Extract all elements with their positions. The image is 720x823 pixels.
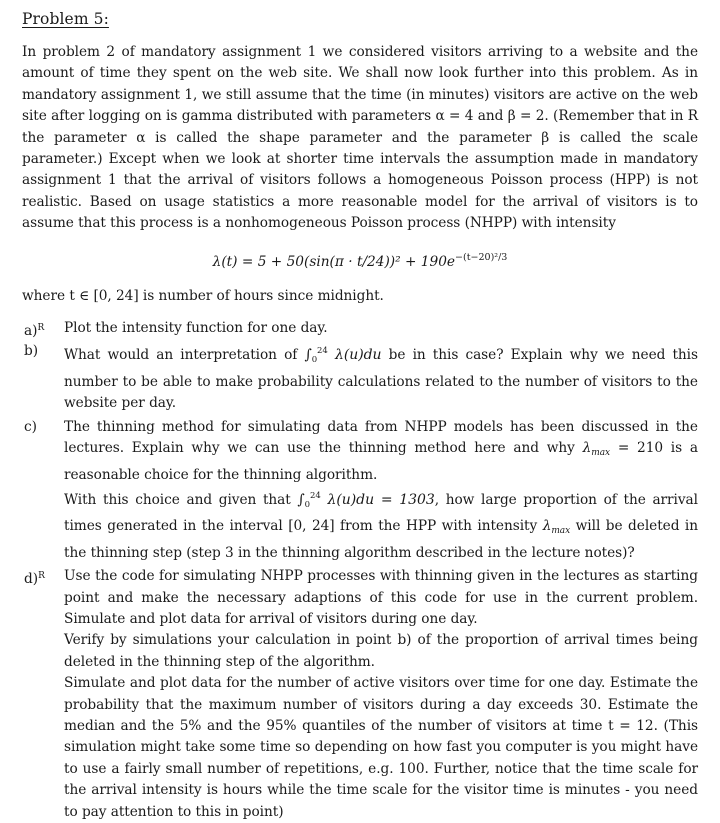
intensity-formula: [22, 246, 698, 274]
item-d: [22, 566, 698, 823]
item-d-para3: Simulate and plot data for the number of active visitors over time for one day. Estimate the probability that the maximum number of visitors during a day exceeds 30. Estimate the median and the 5% and the 95% quantiles of the number of visitors at time t = 12. (This simulation might take some time so depending on how fast you computer is you might have to use a fairly small number of repetitions, e.g. 100. Further, notice that the time scale for the arrival intensity is hours while the time scale for the visitor time is minutes - you need to pay attention to this in point): [64, 675, 698, 820]
item-c: [22, 417, 698, 564]
problem-title: Problem 5:: [22, 10, 109, 28]
item-c-para2: With this choice and given that $\int_0^{24}$ λ(u)du = 1303, how large proportion of the arrival times generated in the interval [0, 24] from the HPP with intensity $\lambda_{max}$ will be deleted in the thinning step (step 3 in the thinning algorithm described in the lecture notes)?: [64, 490, 699, 561]
item-b-text: What would an interpretation of $\int_0^{24}$ λ(u)du be in this case? Explain why we need this number to be able to make probability calculations related to the number of visitors to the website per day.: [64, 346, 698, 412]
intro-paragraph: In problem 2 of mandatory assignment 1 we considered visitors arriving to a website and the amount of time they spent on the web site. We shall now look further into this problem. As in mandatory assignment 1, we still assume that the time (in minutes) visitors are active on the web site after logging on is gamma distributed with parameters α = 4 and β = 2. (Remember that in R the parameter α is called the shape parameter and the parameter β is called the scale parameter.) Except when we look at shorter time intervals the assumption made in mandatory assignment 1 that the arrival of visitors follows a homogeneous Poisson process (HPP) is not realistic. Based on usage statistics a more reasonable model for the arrival of visitors is to assume that this process is a nonhomogeneous Poisson process (NHPP) with intensity: [22, 44, 698, 232]
item-d-para2: Verify by simulations your calculation in point b) of the proportion of arrival times being deleted in the thinning step of the algorithm.: [64, 632, 698, 670]
item-b-label: b): [24, 343, 39, 360]
item-a-text: Plot the intensity function for one day.: [64, 320, 328, 337]
formula-main: λ(t) = 5 + 50(sin(π · t/24))² + 190e: [212, 253, 456, 270]
integral: $\int_0^{24}$ λ(u)du: [304, 346, 382, 366]
integral: $\int_0^{24}$ λ(u)du = 1303: [297, 490, 435, 510]
item-c-label: c): [24, 418, 38, 435]
item-a-label: a)$^R$: [24, 323, 45, 340]
lambda-max: $\lambda_{max}$: [582, 440, 611, 459]
formula-exponent: −(t−20)²/3: [455, 251, 508, 263]
r-mark: R: [37, 323, 45, 334]
lambda-max: $\lambda_{max}$: [542, 518, 571, 537]
item-d-para1: Use the code for simulating NHPP processes with thinning given in the lectures as starting point and make the necessary adaptions of this code for use in the current problem. Simulate and plot data for arrival of visitors during one day.: [64, 568, 698, 627]
item-c-para1: The thinning method for simulating data from NHPP models has been discussed in the lectures. Explain why we can use the thinning method here and why $\lambda_{max} = 210$ is a reasonable choice for the thinning algorithm.: [64, 418, 698, 483]
item-c-text: [64, 417, 698, 564]
item-b: [22, 341, 698, 414]
item-d-label: d)$^R$: [24, 571, 45, 588]
item-d-text: [64, 566, 698, 823]
where-line: where t ∈ [0, 24] is number of hours since midnight.: [22, 287, 384, 304]
r-mark: R: [38, 571, 45, 582]
item-a: [22, 318, 698, 339]
